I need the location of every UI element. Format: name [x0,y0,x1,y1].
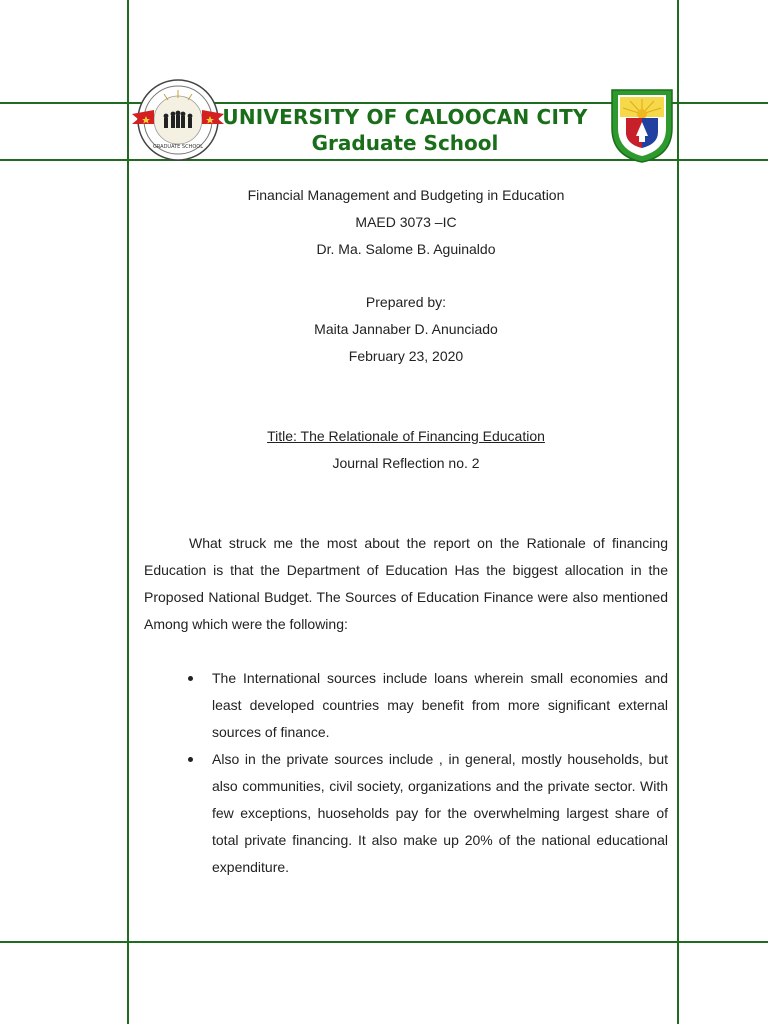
body-paragraph-text: What struck me the most about the report on the Rationale of financing Education is that the Department of Education Has the biggest allocation in the Proposed National Budget. The Sources of Education Finance were also mentioned Among which were the following: [144,535,668,632]
course-subject: Financial Management and Budgeting in Education [247,187,565,203]
document-subtitle: Journal Reflection no. 2 [332,455,480,471]
course-code: MAED 3073 –IC [355,214,457,230]
course-professor: Dr. Ma. Salome B. Aguinaldo [316,241,496,257]
list-item [144,746,668,881]
course-info [144,182,668,263]
bullet-icon [188,676,193,681]
university-name: UNIVERSITY OF CALOOCAN CITY [222,105,588,129]
prepared-info [144,289,668,370]
document-title: Title: The Relationale of Financing Education [267,428,545,444]
body-paragraph [144,530,668,638]
prepared-label: Prepared by: [365,294,447,310]
bullet-icon [188,757,193,762]
sources-list [144,665,668,881]
list-item-text: Also in the private sources include , in general, mostly households, but also communities, civil society, organizations and the private sector. With few exceptions, huoseholds pay for the overwhelming largest share of total private financing. It also make up 20% of the national educational expenditure. [212,751,668,875]
graduate-school-name: Graduate School [311,131,499,155]
list-item-text: The International sources include loans wherein small economies and least developed countries may benefit from more significant external sources of finance. [212,670,668,740]
title-block [144,423,668,477]
svg-text:GRADUATE SCHOOL: GRADUATE SCHOOL [153,144,203,150]
document-date: February 23, 2020 [348,348,464,364]
list-item [144,665,668,746]
author-name: Maita Jannaber D. Anunciado [314,321,498,337]
border-bottom-line [0,941,768,943]
